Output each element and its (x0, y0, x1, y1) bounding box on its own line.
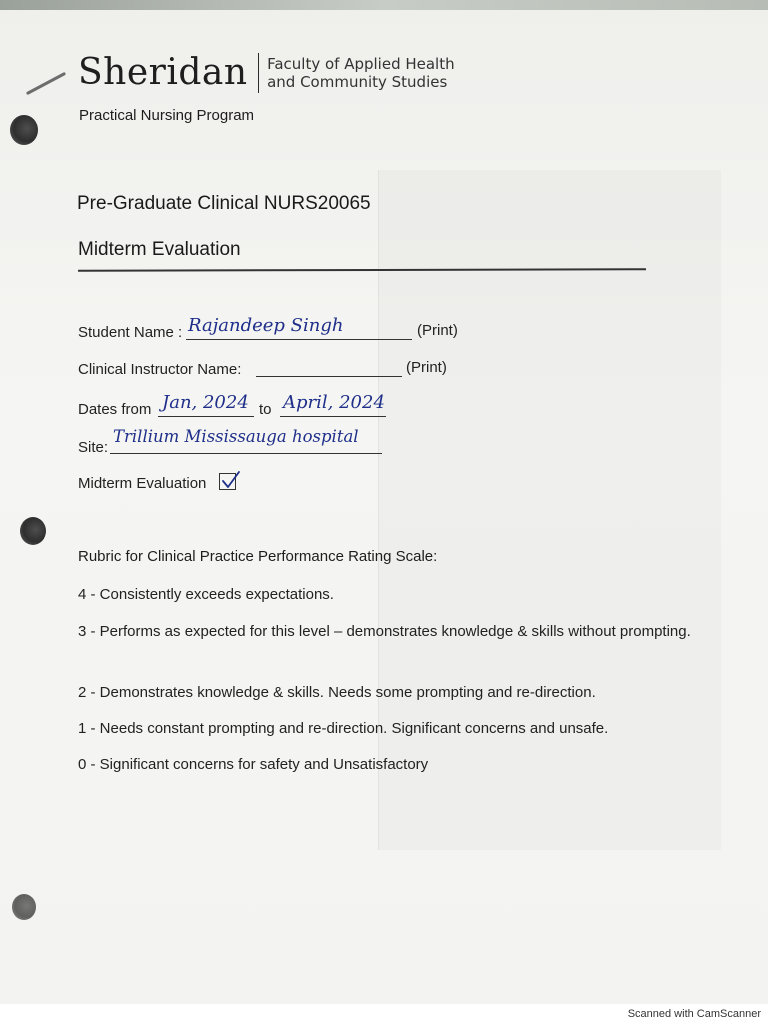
pencil-mark (26, 72, 66, 95)
date-to-underline (280, 416, 386, 417)
midterm-evaluation-label: Midterm Evaluation (78, 475, 207, 492)
rubric-item-3: 3 - Performs as expected for this level – demonstrates knowledge & skills without prompting. (78, 623, 691, 640)
rubric-item-1: 1 - Needs constant prompting and re-direction. Significant concerns and unsafe. (78, 720, 609, 737)
show-through-table (378, 170, 721, 850)
punch-hole-top (10, 115, 38, 145)
rubric-item-0: 0 - Significant concerns for safety and Unsatisfactory (78, 756, 429, 773)
instructor-print-label: (Print) (406, 359, 447, 376)
student-print-label: (Print) (417, 322, 458, 339)
dates-to-label: to (259, 401, 272, 418)
sheridan-logo (78, 52, 455, 93)
site-label: Site: (78, 439, 109, 456)
site-field[interactable]: Trillium Mississauga hospital (113, 427, 359, 446)
student-name-label: Student Name : (78, 324, 183, 341)
rubric-item-4: 4 - Consistently exceeds expectations. (78, 586, 334, 603)
student-name-underline (186, 339, 412, 340)
rubric-title: Rubric for Clinical Practice Performance Rating Scale: (78, 548, 438, 565)
program-name: Practical Nursing Program (79, 107, 255, 124)
camscanner-watermark: Scanned with CamScanner (627, 1008, 761, 1020)
dates-from-label: Dates from (78, 401, 152, 418)
faculty-name (267, 55, 455, 91)
site-underline (110, 453, 382, 454)
instructor-name-field[interactable] (258, 352, 398, 374)
rubric-item-2: 2 - Demonstrates knowledge & skills. Needs some prompting and re-direction. (78, 684, 596, 701)
course-title: Pre-Graduate Clinical NURS20065 (77, 193, 371, 214)
instructor-underline (256, 376, 402, 377)
logo-divider (258, 53, 260, 93)
punch-hole-bottom (12, 894, 36, 920)
date-to-field[interactable]: April, 2024 (283, 392, 385, 413)
page-top-shadow (0, 0, 768, 10)
logo-wordmark: Sheridan (78, 52, 248, 93)
date-from-field[interactable]: Jan, 2024 (162, 392, 249, 413)
faculty-line-1: Faculty of Applied Health (267, 54, 455, 73)
evaluation-title: Midterm Evaluation (78, 239, 241, 260)
instructor-label: Clinical Instructor Name: (78, 361, 242, 378)
punch-hole-middle (20, 517, 46, 545)
date-from-underline (158, 416, 254, 417)
check-mark-icon (221, 470, 241, 490)
faculty-line-2: and Community Studies (267, 72, 448, 91)
student-name-field[interactable]: Rajandeep Singh (188, 315, 344, 336)
